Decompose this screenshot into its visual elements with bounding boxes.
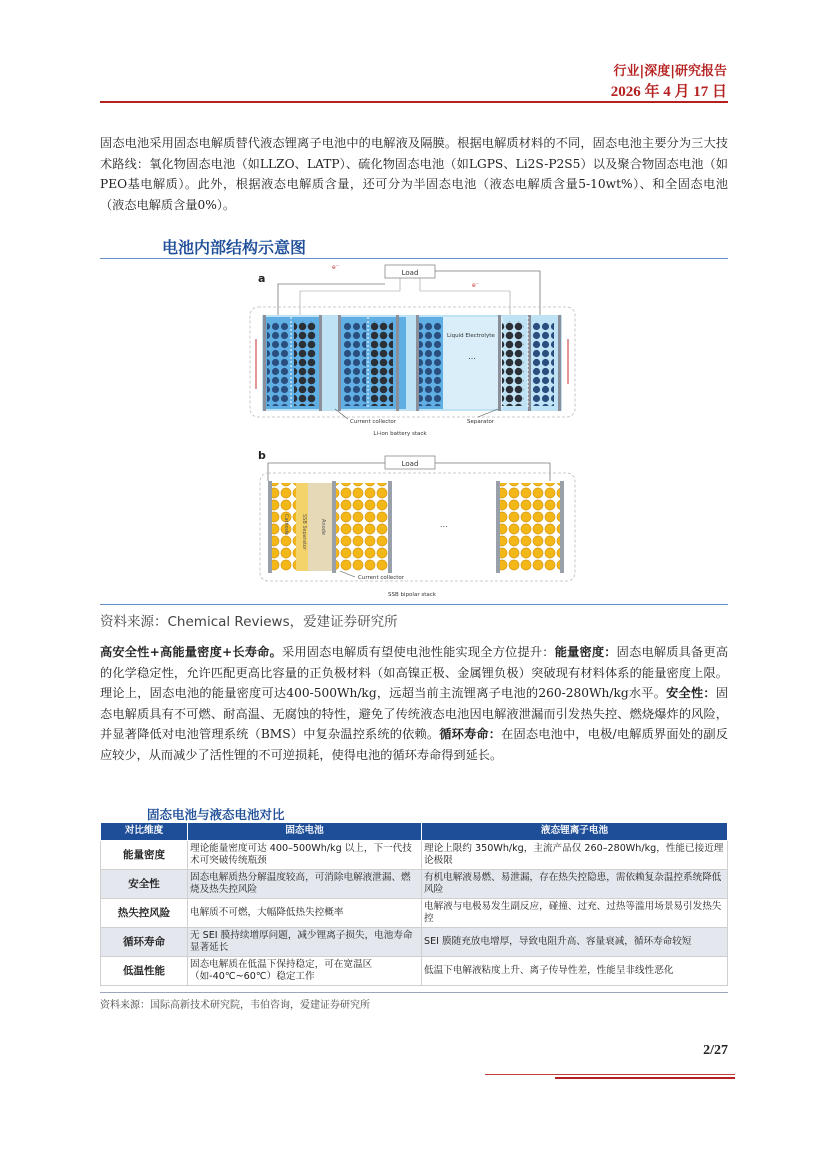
cycle-life-text: 在固态电池中，电极/电解质界面处的副反应较少，从而减少了活性锂的不可逆损耗，使得电池的循环寿命得到延长。 bbox=[100, 727, 728, 762]
figure-bottom-rule bbox=[100, 604, 728, 605]
panel-a-ellipsis: … bbox=[468, 352, 476, 361]
table-row bbox=[101, 899, 728, 928]
row-dimension: 热失控风险 bbox=[101, 899, 188, 928]
panel-b-anode-label: Anode bbox=[320, 519, 326, 535]
row-solid: 电解质不可燃，大幅降低热失控概率 bbox=[188, 899, 422, 928]
advantages-paragraph bbox=[100, 642, 728, 765]
energy-density-label: 能量密度： bbox=[554, 645, 617, 659]
panel-b-load-label: Load bbox=[401, 460, 419, 468]
panel-b-caption: SSB bipolar stack bbox=[388, 592, 436, 598]
panel-a-cathode-3 bbox=[419, 321, 441, 406]
row-liquid: 电解液与电极易发生副反应，碰撞、过充、过热等滥用场景易引发热失控 bbox=[422, 899, 728, 928]
footer-line-thin bbox=[485, 1074, 735, 1075]
table-source: 资料来源：国际高新技术研究院，韦伯咨询，爱建证券研究所 bbox=[100, 1000, 370, 1011]
panel-b-anode-1 bbox=[308, 483, 332, 571]
page-number: 2/27 bbox=[703, 1043, 728, 1058]
row-dimension: 低温性能 bbox=[101, 957, 188, 986]
row-liquid: 低温下电解液粘度上升、离子传导性差，性能呈非线性恶化 bbox=[422, 957, 728, 986]
table-row bbox=[101, 928, 728, 957]
panel-a-separator-label: Separator bbox=[467, 419, 495, 425]
comparison-table bbox=[100, 822, 728, 986]
panel-a-anode-2 bbox=[371, 321, 393, 406]
panel-a-caption: Li-ion battery stack bbox=[373, 431, 427, 437]
header-solid-state: 固态电池 bbox=[188, 823, 422, 841]
panel-a-anode-3 bbox=[502, 321, 524, 406]
safety-text: 固态电解质具有不可燃、耐高温、无腐蚀的特性，避免了传统液态电池因电解液泄漏而引发热失控、燃烧爆炸的风险，并显著降低对电池管理系统（BMS）中复杂温控系统的依赖。 bbox=[100, 686, 729, 741]
panel-a-cathode-1 bbox=[267, 321, 289, 406]
header-date: 2026 年 4 月 17 日 bbox=[610, 84, 727, 100]
row-liquid: 理论上限约 350Wh/kg，主流产品仅 260–280Wh/kg，性能已接近理论极限 bbox=[422, 841, 728, 870]
advantages-heading: 高安全性+高能量密度+长寿命。 bbox=[100, 645, 282, 659]
figure-title: 电池内部结构示意图 bbox=[162, 238, 307, 257]
header-dimension: 对比维度 bbox=[101, 823, 188, 841]
panel-a-cathode-4 bbox=[532, 321, 554, 406]
panel-a-cathode-2 bbox=[344, 321, 366, 406]
header-liquid: 液态锂离子电池 bbox=[422, 823, 728, 841]
table-row bbox=[101, 870, 728, 899]
footer-line-thick bbox=[555, 1077, 735, 1079]
figure-source: 资料来源：Chemical Reviews，爱建证券研究所 bbox=[100, 614, 398, 630]
panel-a-electron-1: e⁻ bbox=[332, 264, 339, 271]
table-header-row bbox=[101, 823, 728, 841]
panel-b-ssb-separator-3 bbox=[530, 483, 560, 571]
advantages-text: 采用固态电解质有望使电池性能实现全方位提升： bbox=[281, 645, 555, 659]
panel-a-liquid-electrolyte-label: Liquid Electrolyte bbox=[447, 333, 495, 339]
row-solid: 无 SEI 膜持续增厚问题，减少锂离子损失，电池寿命显著延长 bbox=[188, 928, 422, 957]
row-solid: 固态电解质在低温下保持稳定，可在宽温区（如-40℃~60℃）稳定工作 bbox=[188, 957, 422, 986]
panel-a-label: a bbox=[258, 272, 266, 285]
panel-b-pointer bbox=[340, 571, 355, 577]
panel-b-ssb-separator-label: SSB Separator bbox=[301, 514, 307, 551]
panel-a-anode-1 bbox=[294, 321, 316, 406]
panel-b-label: b bbox=[258, 449, 266, 462]
panel-b-cathode-label: Cathode bbox=[283, 514, 289, 535]
energy-density-text: 固态电解质具备更高的化学稳定性，允许匹配更高比容量的正负极材料（如高镍正极、金属锂负极）突破现有材料体系的能量密度上限。理论上，固态电池的能量密度可达400-500Wh/kg，远超当前主流锂离子电池的260-280Wh/kg水平。 bbox=[100, 645, 729, 700]
row-dimension: 循环寿命 bbox=[101, 928, 188, 957]
panel-a-load-label: Load bbox=[401, 269, 419, 277]
row-solid: 固态电解质热分解温度较高，可消除电解液泄漏、燃烧及热失控风险 bbox=[188, 870, 422, 899]
panel-b-ssb-separator-2 bbox=[362, 483, 388, 571]
header-category: 行业|深度|研究报告 bbox=[613, 64, 727, 79]
intro-paragraph: 固态电池采用固态电解质替代液态锂离子电池中的电解液及隔膜。根据电解质材料的不同，固态电池主要分为三大技术路线：氧化物固态电池（如LLZO、LATP）、硫化物固态电池（如LGPS、Li2S-P2S5）以及聚合物固态电池（如PEO基电解质）。此外，根据液态电解质含量，还可分为半固态电池（液态电解质含量5-10wt%）、和全固态电池（液态电解质含量0%）。 bbox=[100, 136, 728, 212]
panel-b-ellipsis: ... bbox=[440, 520, 448, 529]
header-divider bbox=[100, 101, 728, 103]
panel-b-current-collector-label: Current collector bbox=[358, 575, 405, 581]
panel-a-current-collector-label: Current collector bbox=[350, 419, 397, 425]
table-title: 固态电池与液态电池对比 bbox=[147, 807, 285, 822]
safety-label: 安全性： bbox=[666, 686, 716, 700]
panel-b-cathode-3 bbox=[500, 483, 530, 571]
row-dimension: 能量密度 bbox=[101, 841, 188, 870]
row-solid: 理论能量密度可达 400–500Wh/kg 以上，下一代技术可突破传统瓶颈 bbox=[188, 841, 422, 870]
table-bottom-rule bbox=[100, 992, 728, 993]
cycle-life-label: 循环寿命： bbox=[439, 727, 502, 741]
panel-a-cell-4 bbox=[443, 317, 503, 409]
panel-a-electron-2: e⁻ bbox=[472, 282, 479, 289]
battery-structure-figure bbox=[100, 259, 728, 603]
row-liquid: 有机电解液易燃、易泄漏，存在热失控隐患，需依赖复杂温控系统降低风险 bbox=[422, 870, 728, 899]
table-row bbox=[101, 841, 728, 870]
row-liquid: SEI 膜随充放电增厚，导致电阻升高、容量衰减，循环寿命较短 bbox=[422, 928, 728, 957]
row-dimension: 安全性 bbox=[101, 870, 188, 899]
table-row bbox=[101, 957, 728, 986]
panel-b-cathode-2 bbox=[336, 483, 362, 571]
